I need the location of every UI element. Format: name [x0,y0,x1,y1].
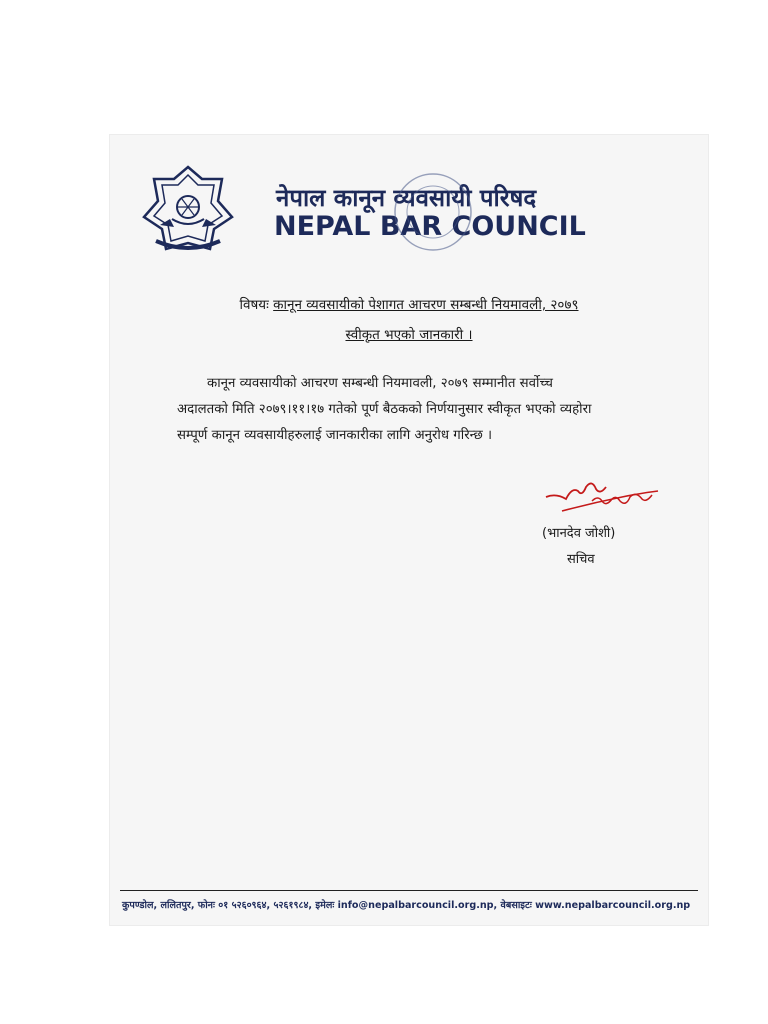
signatory-name: (भानदेव जोशी) [542,526,616,541]
letterhead-title-english: NEPAL BAR COUNCIL [274,211,586,242]
body-paragraph: कानून व्यवसायीको आचरण सम्बन्धी नियमावली, २०७९ सम्मानीत सर्वोच्च अदालतको मिति २०७९।११।१७ गतेको पूर्ण बैठकको निर्णयानुसार स्वीकृत भएको व्यहोरा सम्पूर्ण कानून व्यवसायीहरुलाई जानकारीका लागि अनुरोध गरिन्छ । [177,376,592,443]
footer-divider [120,890,698,891]
signatory-title: सचिव [567,552,595,567]
bar-council-emblem-icon [138,161,238,261]
subject-label: विषयः [239,297,269,313]
subject-line-2: स्वीकृत भएको जानकारी । [345,327,473,343]
subject-block [110,295,708,343]
letterhead-title-nepali: नेपाल कानून व्यवसायी परिषद [276,184,537,212]
office-stamp-icon [392,171,474,253]
footer-contact: कुपण्डोल, ललितपुर, फोनः ०१ ५२६०९६४, ५२६१९८४, इमेलः info@nepalbarcouncil.org.np, वेबसाइटः www.nepalbarcouncil.org.np [122,900,691,911]
subject-line-1: कानून व्यवसायीको पेशागत आचरण सम्बन्धी नियमावली, २०७९ [273,297,579,313]
handwritten-signature-icon [542,471,662,521]
letter-page [110,135,708,925]
